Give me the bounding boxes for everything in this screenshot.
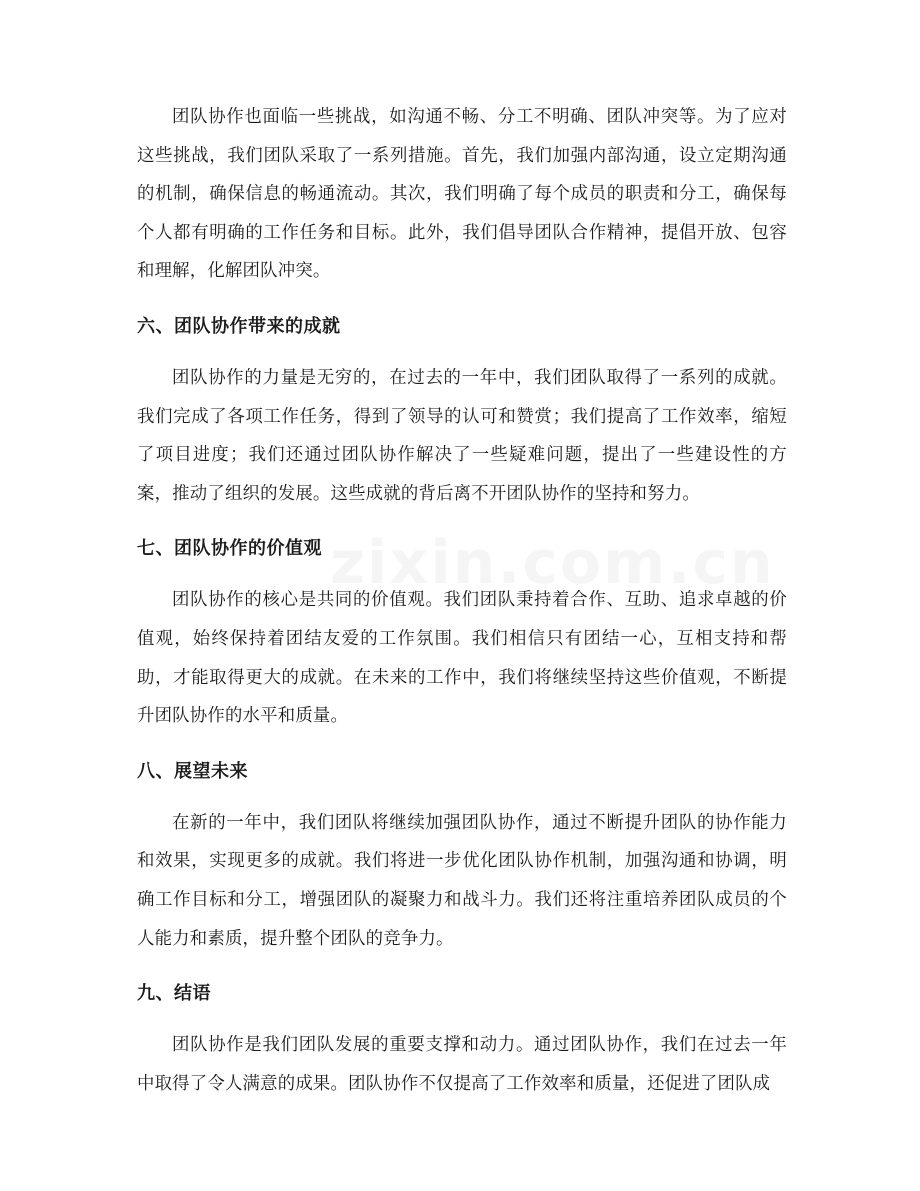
paragraph-outlook: 在新的一年中，我们团队将继续加强团队协作，通过不断提升团队的协作能力和效果，实现更多的成就。我们将进一步优化团队协作机制，加强沟通和协调，明确工作目标和分工，增强团队的凝聚力和战斗力。我们还将注重培养团队成员的个人能力和素质，提升整个团队的竞争力。 xyxy=(137,812,787,949)
heading-outlook: 八、展望未来 xyxy=(137,760,248,782)
heading-conclusion: 九、结语 xyxy=(137,983,211,1005)
heading-values: 七、团队协作的价值观 xyxy=(137,538,322,560)
paragraph-values: 团队协作的核心是共同的价值观。我们团队秉持着合作、互助、追求卓越的价值观，始终保持着团结友爱的工作氛围。我们相信只有团结一心，互相支持和帮助，才能取得更大的成就。在未来的工作中，我们将继续坚持这些价值观，不断提升团队协作的水平和质量。 xyxy=(137,590,787,727)
paragraph-achievements: 团队协作的力量是无穷的，在过去的一年中，我们团队取得了一系列的成就。我们完成了各项工作任务，得到了领导的认可和赞赏；我们提高了工作效率，缩短了项目进度；我们还通过团队协作解决了一些疑难问题，提出了一些建设性的方案，推动了组织的发展。这些成就的背后离不开团队协作的坚持和努力。 xyxy=(137,367,787,504)
heading-achievements: 六、团队协作带来的成就 xyxy=(137,315,341,337)
paragraph-challenges: 团队协作也面临一些挑战，如沟通不畅、分工不明确、团队冲突等。为了应对这些挑战，我们团队采取了一系列措施。首先，我们加强内部沟通，设立定期沟通的机制，确保信息的畅通流动。其次，我们明确了每个成员的职责和分工，确保每个人都有明确的工作任务和目标。此外，我们倡导团队合作精神，提倡开放、包容和理解，化解团队冲突。 xyxy=(137,107,787,282)
document-body xyxy=(137,98,787,1103)
paragraph-conclusion: 团队协作是我们团队发展的重要支撑和动力。通过团队协作，我们在过去一年中取得了令人满意的成果。团队协作不仅提高了工作效率和质量，还促进了团队成 xyxy=(137,1035,787,1094)
